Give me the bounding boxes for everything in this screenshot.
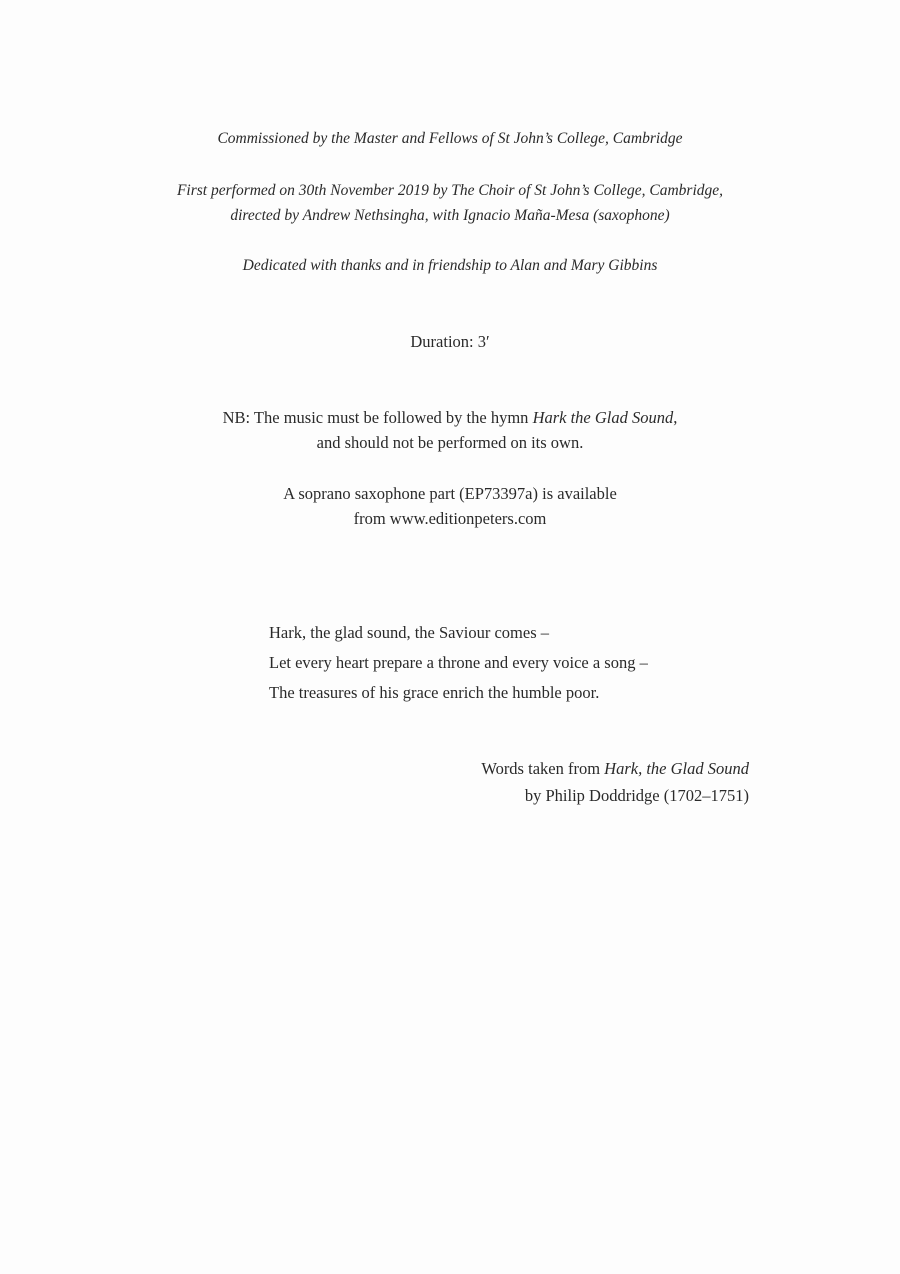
lyrics-line: Let every heart prepare a throne and every voice a song –	[269, 653, 648, 672]
performance-note-suffix: ,	[673, 408, 678, 427]
saxophone-part-note	[0, 481, 900, 531]
source-title: Hark, the Glad Sound	[604, 759, 749, 778]
source-author: by Philip Doddridge (1702–1751)	[524, 786, 749, 805]
dedication-note	[0, 253, 900, 278]
duration-note	[0, 329, 900, 354]
source-line-1	[481, 755, 749, 782]
premiere-note	[0, 178, 900, 228]
saxophone-part-line-2: from www.editionpeters.com	[353, 509, 547, 528]
lyrics-block	[269, 618, 648, 708]
performance-note	[0, 405, 900, 455]
performance-note-line-1	[0, 405, 900, 430]
text-source-credit	[481, 755, 749, 809]
lyrics-line: Hark, the glad sound, the Saviour comes –	[269, 623, 549, 642]
premiere-line-1: First performed on 30th November 2019 by The Choir of St John’s College, Cambridge,	[176, 182, 724, 199]
commission-note	[0, 126, 900, 151]
performance-note-line-2: and should not be performed on its own.	[316, 433, 584, 452]
commission-text: Commissioned by the Master and Fellows of St John’s College, Cambridge	[217, 130, 683, 147]
performance-note-prefix: NB: The music must be followed by the hymn	[222, 408, 533, 427]
hymn-title: Hark the Glad Sound	[532, 408, 674, 427]
premiere-line-2: directed by Andrew Nethsingha, with Ignacio Maña-Mesa (saxophone)	[230, 207, 670, 224]
lyrics-line: The treasures of his grace enrich the humble poor.	[269, 683, 600, 702]
dedication-text: Dedicated with thanks and in friendship to Alan and Mary Gibbins	[242, 257, 658, 274]
source-prefix: Words taken from	[481, 759, 605, 778]
saxophone-part-line-1: A soprano saxophone part (EP73397a) is available	[283, 484, 617, 503]
duration-text: Duration: 3′	[410, 332, 490, 351]
